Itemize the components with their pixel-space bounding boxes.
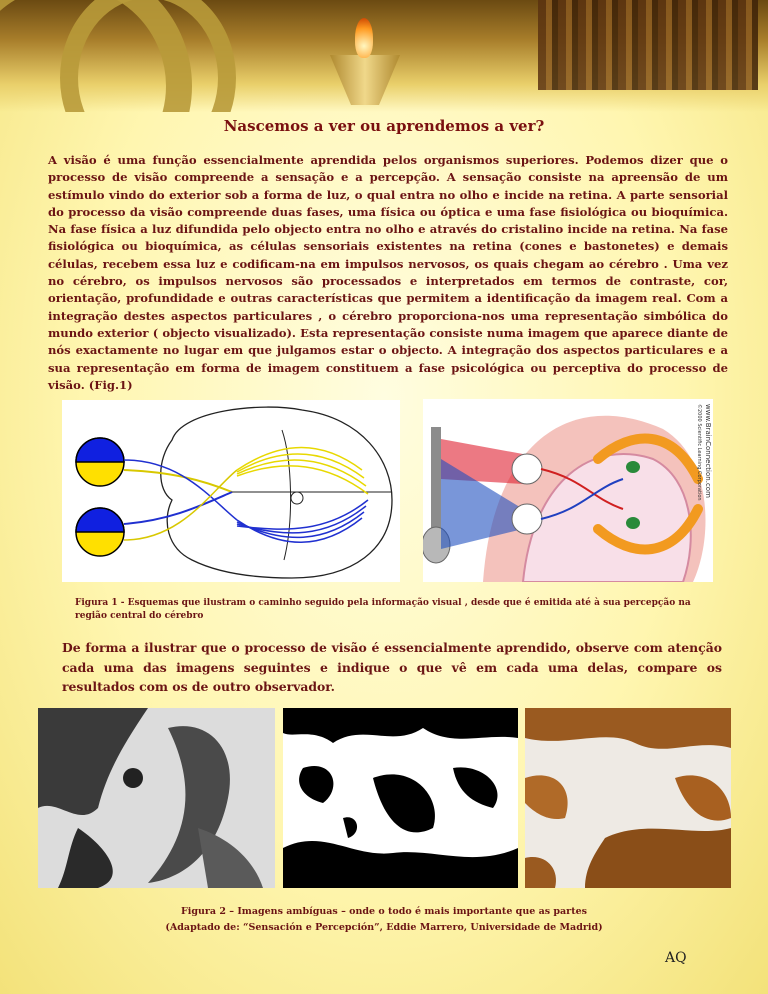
- visual-pathway-diagram: [62, 400, 400, 582]
- left-eye-top: [76, 438, 124, 486]
- page-title: Nascemos a ver ou aprendemos a ver?: [223, 117, 545, 135]
- head-crosssection-diagram: [423, 399, 713, 582]
- figure2-caption-line1: Figura 2 – Imagens ambíguas – onde o todo é mais importante que as partes: [181, 906, 587, 917]
- brain-outline: [161, 407, 392, 578]
- torch-flame: [355, 18, 373, 58]
- ambiguous-image-3: [525, 708, 731, 888]
- watermark: www.BrainConnection.com: [704, 404, 712, 498]
- header-banner: [0, 0, 768, 112]
- intro-paragraph: A visão é uma função essencialmente aprendida pelos organismos superiores. Podemos dizer que o processo de visão compreende a sensação e a percepção. A sensação consiste na apreensão de um estímulo vindo do exterior sob a forma de luz, o qual entra no olho e incide na retina. A parte sensorial do processo da visão compreende duas fases, uma física ou óptica e uma fase fisiológica ou bioquímica. Na fase física a luz difundida pelo objecto entra no olho e através do cristalino incide na retina. Na fase fisiológica ou bioquímica, as células sensoriais existentes na retina (cones e bastonetes) e demais células, recebem essa luz e codificam-na em impulsos nervosos, os quais chegam ao cérebro . Uma vez no cérebro, os impulsos nervosos são processados e interpretados em termos de contraste, cor, orientação, profundidade e outras características que permitem a identificação da imagem real. Com a integração destes aspectos particulares , o cérebro proporciona-nos uma representação simbólica do mundo exterior ( objecto visualizado). Esta representação consiste numa imagem que aparece diante de nós exactamente no lugar em que julgamos estar o objecto. A integração dos aspectos particulares e a sua representação em forma de imagem constituem a fase psicológica ou perceptiva do processo de visão. (Fig.1): [48, 153, 728, 392]
- figure1-caption: Figura 1 - Esquemas que ilustram o caminho seguido pela informação visual , desde que é emitida até à sua percepção na região central do cérebro: [75, 598, 691, 621]
- instructions-paragraph: De forma a ilustrar que o processo de visão é essencialmente aprendido, observe com atenção cada uma das imagens seguintes e indique o que vê em cada uma delas, compare os resultados com os de outro observador.: [62, 640, 722, 694]
- visual-pathway-svg: [62, 400, 400, 582]
- ambiguous-image-2: [283, 708, 518, 888]
- head-crosssection-svg: [423, 399, 713, 582]
- author-signature: AQ: [665, 950, 687, 966]
- eye-bottom: [512, 504, 542, 534]
- ambiguous-image-1: [38, 708, 275, 888]
- bookshelf: [538, 0, 758, 90]
- figure2-caption-line2: (Adaptado de: “Sensación e Percepción”, Eddie Marrero, Universidade de Madrid): [165, 922, 603, 933]
- figure2-caption: [0, 904, 768, 936]
- left-eye-bottom: [76, 508, 124, 556]
- arch-decoration: [60, 0, 236, 112]
- eye-top: [512, 454, 542, 484]
- torch-stand: [330, 55, 400, 105]
- watermark-sub: ©2000 Scientific Learning Corporation: [696, 404, 702, 501]
- spoon-handle: [431, 427, 441, 537]
